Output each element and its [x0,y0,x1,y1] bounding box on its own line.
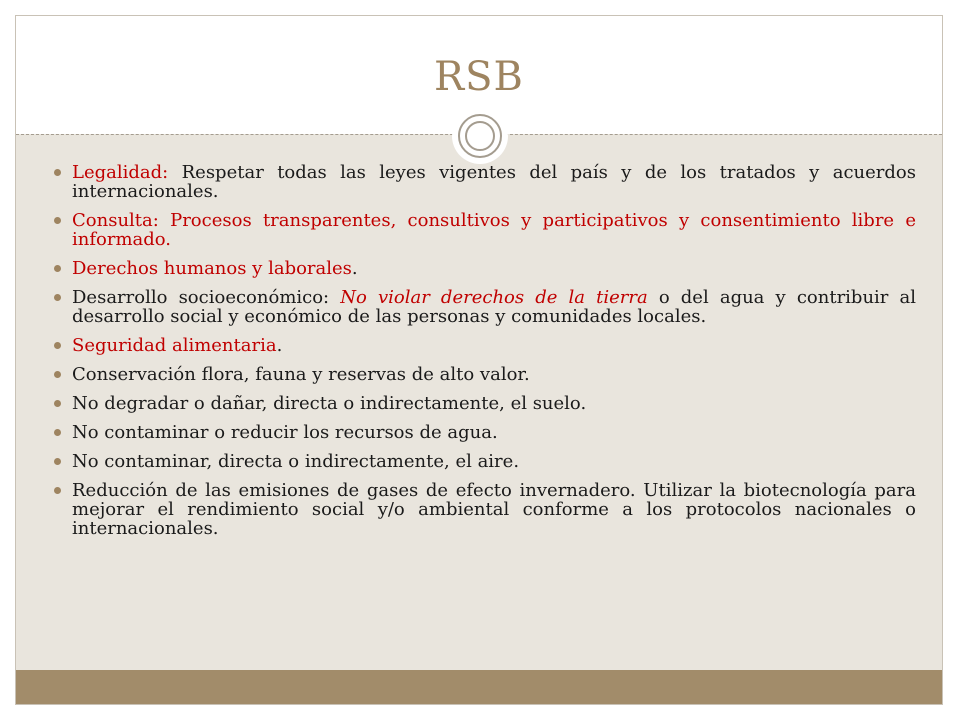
bullet-agua: No contaminar o reducir los recursos de agua. [54,423,916,442]
bullet-emisiones: Reducción de las emisiones de gases de efecto invernadero. Utilizar la biotecnología para mejorar el rendimiento social y/o ambiental conforme a los protocolos nacionales o internacionales. [54,481,916,538]
bullet-list [54,163,916,548]
slide-title: RSB [434,54,524,100]
bullet-aire: No contaminar, directa o indirectamente, el aire. [54,452,916,471]
slide-frame [15,15,943,705]
ring-ornament-icon [452,108,508,164]
bullet-conservacion: Conservación flora, fauna y reservas de alto valor. [54,365,916,384]
bullet-desarrollo: Desarrollo socioeconómico: No violar derechos de la tierra o del agua y contribuir al desarrollo social y económico de las personas y comunidades locales. [54,288,916,326]
bullet-seguridad: Seguridad alimentaria. [54,336,916,355]
bullet-suelo: No degradar o dañar, directa o indirectamente, el suelo. [54,394,916,413]
bullet-derechos: Derechos humanos y laborales. [54,259,916,278]
bullet-consulta: Consulta: Procesos transparentes, consultivos y participativos y consentimiento libre e informado. [54,211,916,249]
bullet-legalidad: Legalidad: Respetar todas las leyes vigentes del país y de los tratados y acuerdos internacionales. [54,163,916,201]
bottom-bar [16,670,942,704]
